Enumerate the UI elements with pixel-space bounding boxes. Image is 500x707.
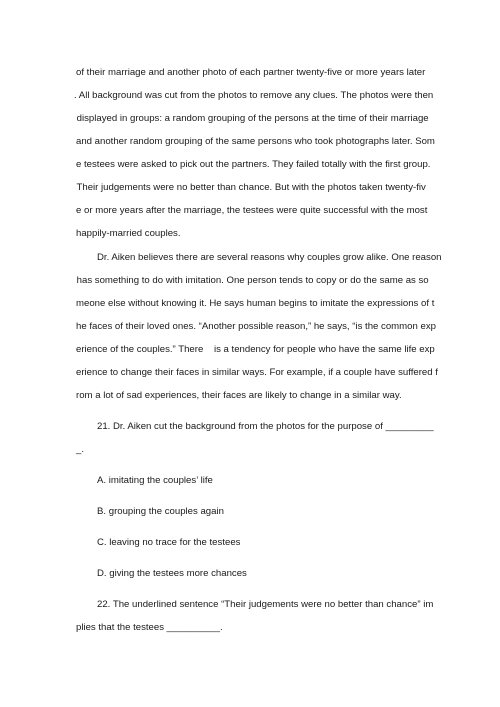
question-21-stem-line-1: 21. Dr. Aiken cut the background from the photos for the purpose of _________ <box>97 421 434 432</box>
paragraph-1-line-1: of their marriage and another photo of each partner twenty-five or more years later <box>76 67 426 78</box>
paragraph-2-line-1: Dr. Aiken believes there are several reasons why couples grow alike. One reason <box>97 252 442 263</box>
paragraph-2-line-4: he faces of their loved ones. “Another possible reason,” he says, “is the common exp <box>76 321 436 332</box>
question-22-stem-line-1: 22. The underlined sentence “Their judgements were no better than chance” im <box>97 599 434 610</box>
question-21-option-a: A. imitating the couples’ life <box>97 475 213 486</box>
paragraph-2-line-3: meone else without knowing it. He says human begins to imitate the expressions of t <box>76 298 435 309</box>
question-21-option-d: D. giving the testees more chances <box>97 568 247 579</box>
paragraph-1-line-6: Their judgements were no better than chance. But with the photos taken twenty-fiv <box>74 182 426 193</box>
question-22-stem-line-2: plies that the testees __________. <box>76 622 223 633</box>
paragraph-1-line-4: and another random grouping of the same persons who took photographs later. Som <box>76 136 435 147</box>
paragraph-1-line-2: . All background was cut from the photos to remove any clues. The photos were then <box>74 90 434 101</box>
paragraph-1-line-5: e testees were asked to pick out the partners. They failed totally with the first group. <box>76 159 431 170</box>
paragraph-2-line-2: has something to do with imitation. One person tends to copy or do the same as so <box>74 275 429 286</box>
question-21-stem-line-2: _. <box>76 444 85 455</box>
question-21-option-c: C. leaving no trace for the testees <box>97 537 241 548</box>
paragraph-2-line-5: erience of the couples.” There is a tendency for people who have the same life exp <box>76 344 435 355</box>
paragraph-1-line-8: happily-married couples. <box>76 228 181 239</box>
paragraph-1-line-7: e or more years after the marriage, the testees were quite successful with the most <box>76 205 428 216</box>
question-21-option-b: B. grouping the couples again <box>97 506 224 517</box>
paragraph-1-line-3: displayed in groups: a random grouping of the persons at the time of their marriage <box>74 113 429 124</box>
paragraph-2-line-7: rom a lot of sad experiences, their faces are likely to change in a similar way. <box>76 390 402 401</box>
paragraph-2-line-6: erience to change their faces in similar ways. For example, if a couple have suffered f <box>76 367 438 378</box>
